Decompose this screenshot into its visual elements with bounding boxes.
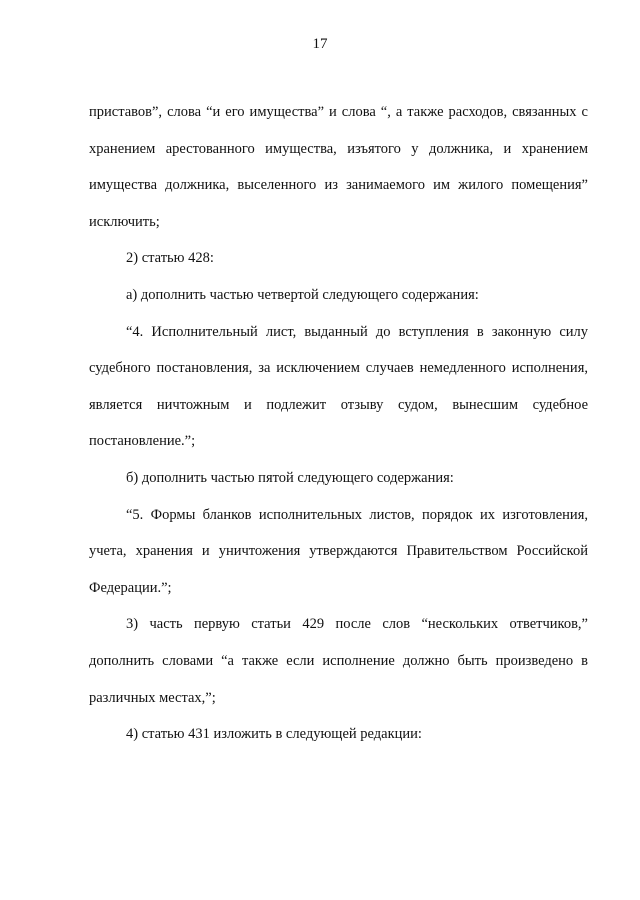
paragraph-article-428: 2) статью 428: (126, 250, 214, 267)
paragraph-article-431: 4) статью 431 изложить в следующей редакции: (126, 726, 422, 743)
page-number: 17 (312, 36, 328, 52)
paragraph-1-continuation: приставов”, слова “и его имущества” и слова “, а также расходов, связанных с хранением арестованного имущества, изъятого у должника, и хранением имущества должника, выселенного из занимаемого им жилого помещения” исключить; (89, 104, 588, 230)
paragraph-428-b: б) дополнить частью пятой следующего содержания: (126, 469, 454, 486)
paragraph-428-a: а) дополнить частью четвертой следующего содержания: (126, 286, 479, 303)
paragraph-part-4-quote: “4. Исполнительный лист, выданный до вступления в законную силу судебного постановления, за исключением случаев немедленного исполнения, является ничтожным и подлежит отзыву судом, вынесшим судебное постановление.”; (89, 323, 588, 450)
paragraph-article-429: 3) часть первую статьи 429 после слов “нескольких ответчиков,” дополнить словами “а также если исполнение должно быть произведено в различных местах,”; (89, 616, 588, 706)
document-body (89, 94, 588, 753)
paragraph-part-5-quote: “5. Формы бланков исполнительных листов, порядок их изготовления, учета, хранения и уничтожения утверждаются Правительством Российской Федерации.”; (89, 506, 588, 596)
